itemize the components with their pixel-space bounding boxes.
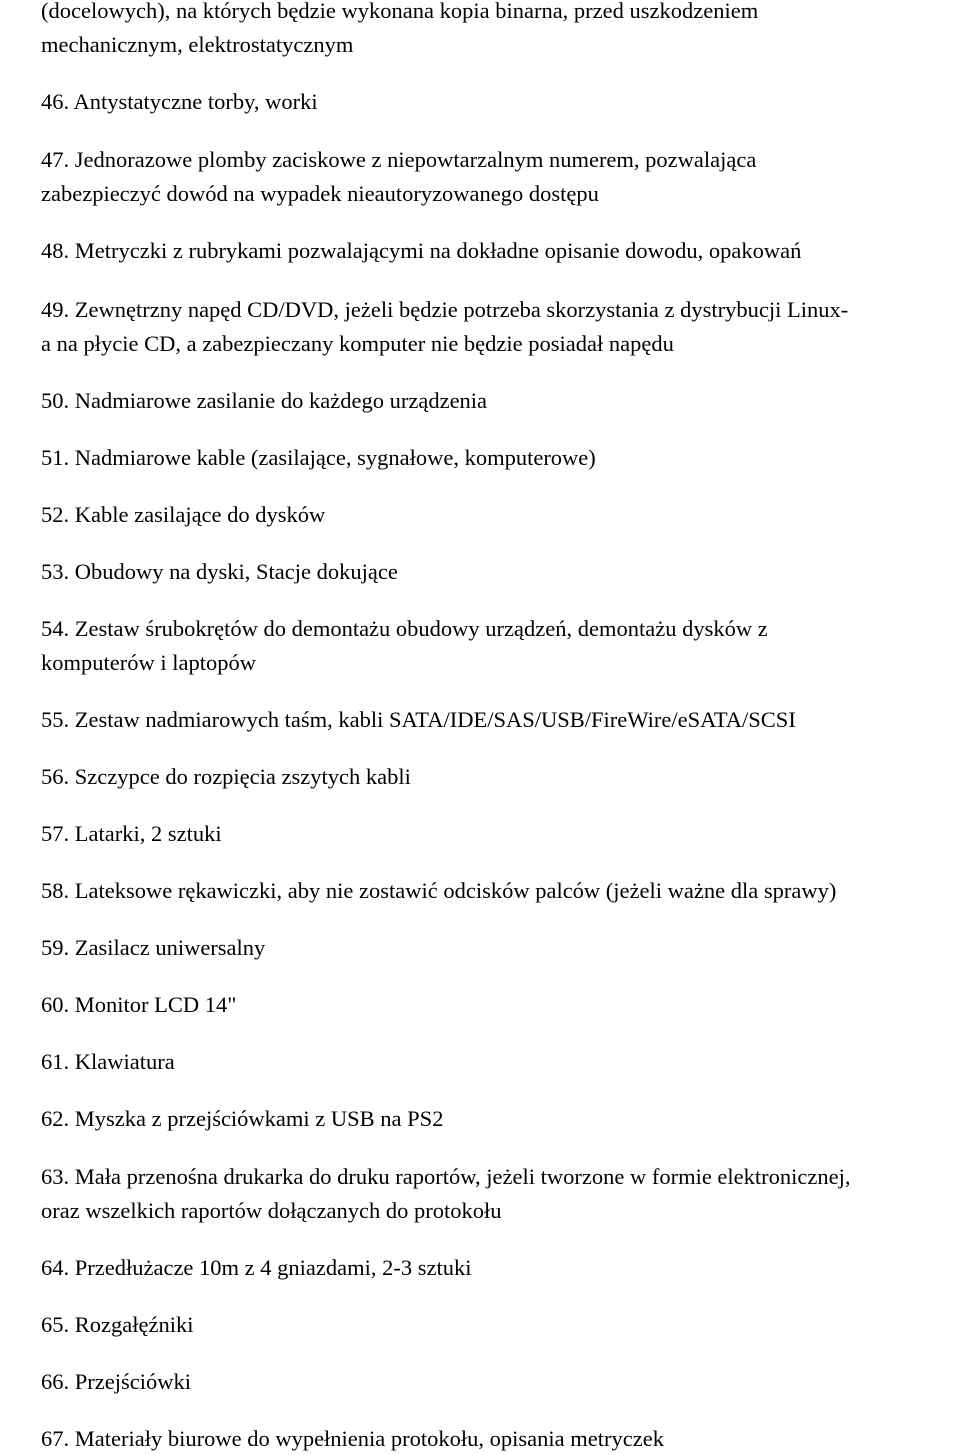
list-item xyxy=(41,498,325,531)
item-number: 50. xyxy=(41,388,70,413)
item-number: 61. xyxy=(41,1049,70,1074)
item-text: Zestaw nadmiarowych taśm, kabli SATA/IDE/SAS/USB/FireWire/eSATA/SCSI xyxy=(74,707,796,732)
item-number: 46. xyxy=(41,89,70,114)
list-item xyxy=(41,612,768,645)
list-item xyxy=(41,1365,191,1398)
item-text: Kable zasilające do dysków xyxy=(74,502,326,527)
item-text: Metryczki z rubrykami pozwalającymi na dokładne opisanie dowodu, opakowań xyxy=(74,238,802,263)
item-text: Przedłużacze 10m z 4 gniazdami, 2-3 sztuki xyxy=(74,1255,472,1280)
item-text: Szczypce do rozpięcia zszytych kabli xyxy=(74,764,411,789)
item-text: Rozgałęźniki xyxy=(74,1312,194,1337)
list-item xyxy=(41,85,318,118)
item-text: Myszka z przejściówkami z USB na PS2 xyxy=(74,1106,444,1131)
item-text: Zewnętrzny napęd CD/DVD, jeżeli będzie potrzeba skorzystania z dystrybucji Linux- xyxy=(74,297,849,322)
item-continuation: zabezpieczyć dowód na wypadek nieautoryzowanego dostępu xyxy=(41,181,599,206)
item-text: Antystatyczne torby, worki xyxy=(73,89,318,114)
intro-line: mechanicznym, elektrostatycznym xyxy=(41,32,354,57)
item-number: 51. xyxy=(41,445,70,470)
list-item xyxy=(41,143,756,176)
item-number: 67. xyxy=(41,1426,70,1451)
item-continuation: oraz wszelkich raportów dołączanych do protokołu xyxy=(41,1198,502,1223)
item-continuation: a na płycie CD, a zabezpieczany komputer nie będzie posiadał napędu xyxy=(41,331,674,356)
intro-line: (docelowych), na których będzie wykonana kopia binarna, przed uszkodzeniem xyxy=(41,0,759,23)
list-item xyxy=(41,988,236,1021)
list-item xyxy=(41,1251,471,1284)
list-item xyxy=(41,441,596,474)
item-number: 49. xyxy=(41,297,70,322)
item-number: 54. xyxy=(41,616,70,641)
item-text: Nadmiarowe kable (zasilające, sygnałowe, komputerowe) xyxy=(74,445,596,470)
item-number: 65. xyxy=(41,1312,70,1337)
list-item xyxy=(41,760,411,793)
item-number: 60. xyxy=(41,992,70,1017)
item-number: 57. xyxy=(41,821,70,846)
item-text: Klawiatura xyxy=(74,1049,175,1074)
list-item xyxy=(41,874,836,907)
item-number: 52. xyxy=(41,502,70,527)
item-number: 62. xyxy=(41,1106,70,1131)
item-text: Latarki, 2 sztuki xyxy=(74,821,222,846)
list-item xyxy=(41,293,848,326)
item-number: 56. xyxy=(41,764,70,789)
list-item xyxy=(41,1045,175,1078)
item-number: 66. xyxy=(41,1369,70,1394)
item-text: Obudowy na dyski, Stacje dokujące xyxy=(74,559,398,584)
item-text: Zasilacz uniwersalny xyxy=(74,935,266,960)
item-text: Lateksowe rękawiczki, aby nie zostawić odcisków palców (jeżeli ważne dla sprawy) xyxy=(74,878,837,903)
list-item xyxy=(41,1160,850,1193)
item-number: 58. xyxy=(41,878,70,903)
list-item xyxy=(41,384,487,417)
item-text: Monitor LCD 14" xyxy=(74,992,237,1017)
list-item xyxy=(41,931,265,964)
list-item xyxy=(41,817,222,850)
item-continuation: komputerów i laptopów xyxy=(41,650,256,675)
list-item xyxy=(41,1308,193,1341)
list-item xyxy=(41,1422,664,1455)
item-number: 48. xyxy=(41,238,70,263)
item-text: Jednorazowe plomby zaciskowe z niepowtarzalnym numerem, pozwalająca xyxy=(74,147,757,172)
item-number: 55. xyxy=(41,707,70,732)
item-text: Nadmiarowe zasilanie do każdego urządzenia xyxy=(74,388,488,413)
list-item xyxy=(41,703,796,736)
item-number: 63. xyxy=(41,1164,70,1189)
item-text: Materiały biurowe do wypełnienia protokołu, opisania metryczek xyxy=(74,1426,664,1451)
item-number: 64. xyxy=(41,1255,70,1280)
list-item xyxy=(41,555,398,588)
item-text: Zestaw śrubokrętów do demontażu obudowy urządzeń, demontażu dysków z xyxy=(74,616,768,641)
item-number: 47. xyxy=(41,147,70,172)
item-text: Mała przenośna drukarka do druku raportów, jeżeli tworzone w formie elektronicznej, xyxy=(74,1164,851,1189)
item-number: 53. xyxy=(41,559,70,584)
list-item xyxy=(41,234,801,267)
item-number: 59. xyxy=(41,935,70,960)
list-item xyxy=(41,1102,443,1135)
item-text: Przejściówki xyxy=(74,1369,191,1394)
